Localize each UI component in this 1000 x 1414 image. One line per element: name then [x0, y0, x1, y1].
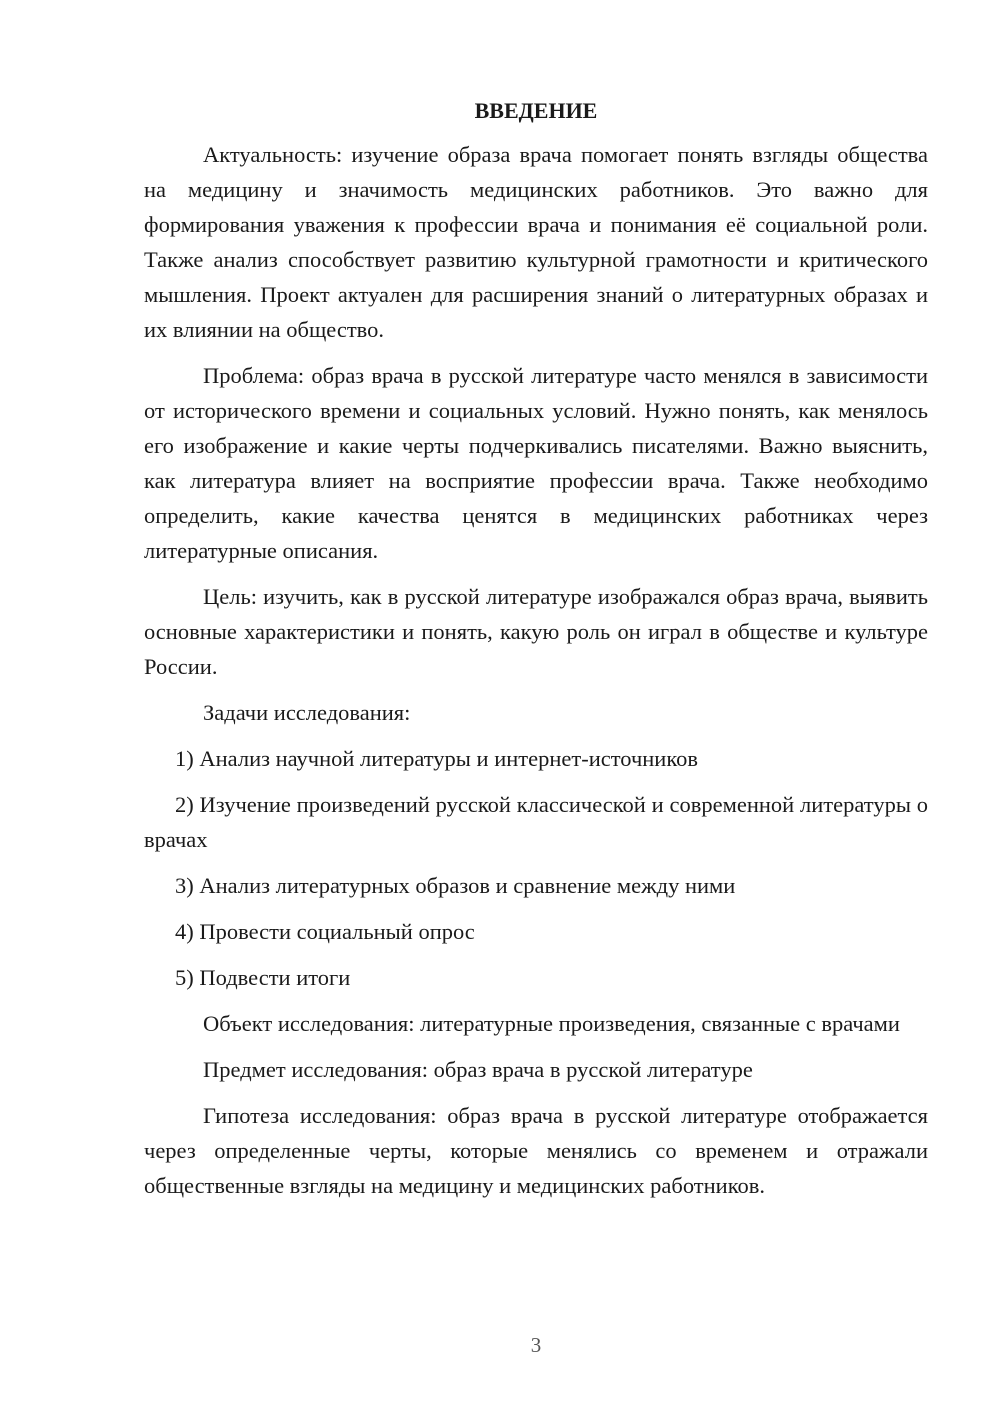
document-page	[144, 95, 928, 1214]
paragraph-relevance: Актуальность: изучение образа врача помогает понять взгляды общества на медицину и значимость медицинских работников. Это важно для формирования уважения к профессии врача и понимания её социальной роли. Также анализ способствует развитию культурной грамотности и критического мышления. Проект актуален для расширения знаний о литературных образах и их влиянии на общество.	[144, 142, 928, 342]
paragraph-object: Объект исследования: литературные произведения, связанные с врачами	[203, 1011, 900, 1036]
task-item-2: 2) Изучение произведений русской классической и современной литературы о врачах	[144, 792, 928, 852]
paragraph-subject: Предмет исследования: образ врача в русской литературе	[203, 1057, 753, 1082]
paragraph-hypothesis: Гипотеза исследования: образ врача в русской литературе отображается через определенные черты, которые менялись со временем и отражали общественные взгляды на медицину и медицинских работников.	[144, 1103, 928, 1198]
paragraph-problem: Проблема: образ врача в русской литературе часто менялся в зависимости от исторического времени и социальных условий. Нужно понять, как менялось его изображение и какие черты подчеркивались писателями. Важно выяснить, как литература влияет на восприятие профессии врача. Также необходимо определить, какие качества ценятся в медицинских работниках через литературные описания.	[144, 363, 928, 563]
paragraph-goal: Цель: изучить, как в русской литературе изображался образ врача, выявить основные характеристики и понять, какую роль он играл в обществе и культуре России.	[144, 584, 928, 679]
task-item-3: 3) Анализ литературных образов и сравнение между ними	[175, 873, 736, 898]
task-item-5: 5) Подвести итоги	[175, 965, 351, 990]
task-item-1: 1) Анализ научной литературы и интернет-источников	[175, 746, 699, 771]
paragraph-tasks-heading: Задачи исследования:	[203, 700, 411, 725]
page-number: 3	[530, 1333, 542, 1357]
task-item-4: 4) Провести социальный опрос	[175, 919, 475, 944]
section-title: ВВЕДЕНИЕ	[474, 98, 598, 123]
